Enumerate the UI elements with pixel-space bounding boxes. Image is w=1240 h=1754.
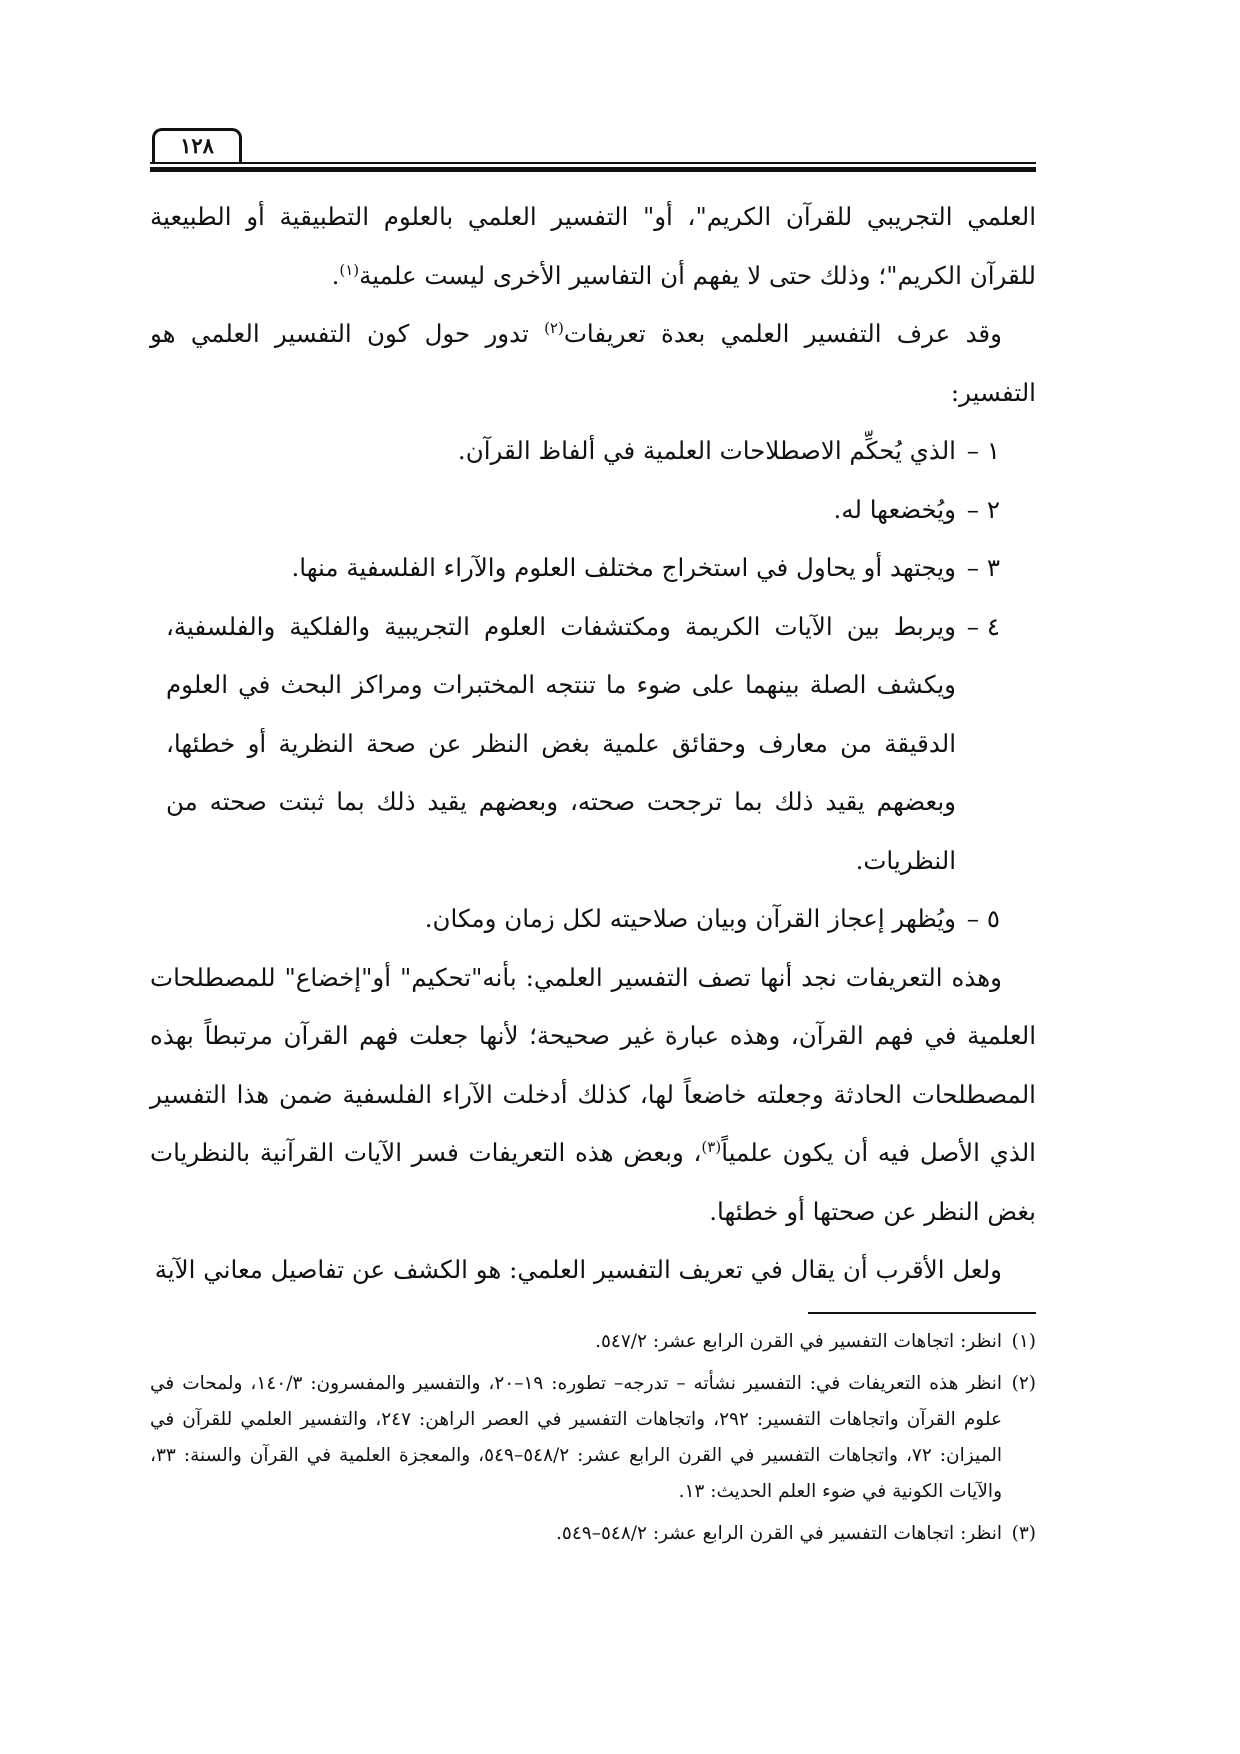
footnote	[150, 1366, 1036, 1510]
footnote-separator	[808, 1312, 1036, 1314]
page-header	[150, 128, 1036, 168]
paragraph-1	[150, 188, 1036, 305]
paragraph-1-text: العلمي التجريبي للقرآن الكريم"، أو" التفسير العلمي بالعلوم التطبيقية أو الطبيعية للقرآن الكريم"؛ وذلك حتى لا يفهم أن التفاسير الأخرى ليست علمية	[150, 202, 1036, 290]
list-item-text: ويُظهر إعجاز القرآن وبيان صلاحيته لكل زمان ومكان.	[424, 904, 956, 933]
footnote-text: انظر: اتجاهات التفسير في القرن الرابع عشر: ٥٤٧/٢.	[595, 1331, 1002, 1352]
paragraph-4-text: ولعل الأقرب أن يقال في تعريف التفسير العلمي: هو الكشف عن تفاصيل معاني الآية	[154, 1255, 1002, 1284]
footnote-number: (٣)	[1011, 1523, 1036, 1544]
list-item-number: ٤ –	[966, 611, 1000, 641]
list-item-number: ٣ –	[966, 553, 1000, 582]
paragraph-3	[150, 949, 1036, 1242]
paragraph-2-text-b: تدور حول كون التفسير العلمي هو التفسير:	[150, 319, 1036, 407]
list-item	[150, 598, 1036, 891]
list-item-text: الذي يُحكِّم الاصطلاحات العلمية في ألفاظ القرآن.	[457, 436, 956, 465]
list-item-text: ويربط بين الآيات الكريمة ومكتشفات العلوم التجريبية والفلكية والفلسفية، ويكشف الصلة بينهما على ضوء ما تنتجه المختبرات ومراكز البحث في العلوم الدقيقة من معارف وحقائق علمية بغض النظر عن صحة النظرية أو خطئها، وبعضهم يقيد ذلك بما ترجحت صحته، وبعضهم يقيد ذلك بما ثبتت صحته من النظريات.	[166, 611, 956, 875]
paragraph-2	[150, 305, 1036, 422]
list-item	[150, 539, 1036, 598]
footnote-ref-2: (٢)	[544, 319, 564, 337]
footnote-ref-3: (٣)	[701, 1138, 722, 1156]
page-number: ١٢٨	[152, 128, 242, 162]
paragraph-4	[150, 1241, 1036, 1300]
main-text	[150, 188, 1036, 1300]
paragraph-3-text-b: ، وبعض هذه التعريفات فسر الآيات القرآنية بالنظريات بغض النظر عن صحتها أو خطئها.	[150, 1138, 1036, 1226]
list-item-text: ويجتهد أو يحاول في استخراج مختلف العلوم والآراء الفلسفية منها.	[291, 553, 956, 582]
list-item	[150, 481, 1036, 540]
footnotes	[150, 1324, 1036, 1558]
header-rule-thin	[150, 162, 1036, 164]
footnote-text: انظر: اتجاهات التفسير في القرن الرابع عشر: ٥٤٨/٢–٥٤٩.	[556, 1523, 1002, 1544]
paragraph-1-end: .	[331, 260, 340, 290]
list-item-number: ١ –	[966, 436, 1000, 465]
list-item	[150, 890, 1036, 949]
footnote-number: (٢)	[1011, 1373, 1036, 1394]
footnote	[150, 1516, 1036, 1552]
list-item-text: ويُخضعها له.	[833, 494, 956, 524]
paragraph-2-text-a: وقد عرف التفسير العلمي بعدة تعريفات	[563, 319, 1002, 348]
paragraph-3-text-a: وهذه التعريفات نجد أنها تصف التفسير العلمي: بأنه"تحكيم" أو"إخضاع" للمصطلحات العلمية في فهم القرآن، وهذه عبارة غير صحيحة؛ لأنها جعلت فهم القرآن مرتبطاً بهذه المصطلحات الحادثة وجعلته خاضعاً لها، كذلك أدخلت الآراء الفلسفية ضمن هذا التفسير الذي الأصل فيه أن يكون علمياً	[150, 962, 1036, 1167]
footnote-ref-1: (١)	[339, 260, 360, 279]
footnote-number: (١)	[1011, 1331, 1036, 1352]
list-item-number: ٥ –	[966, 904, 1000, 933]
list-item	[150, 422, 1036, 481]
footnote-text: انظر هذه التعريفات في: التفسير نشأته – تدرجه– تطوره: ١٩–٢٠، والتفسير والمفسرون: ١٤٠/٣، ولمحات في علوم القرآن واتجاهات التفسير: ٢٩٢، واتجاهات التفسير في العصر الراهن: ٢٤٧، والتفسير العلمي للقرآن في الميزان: ٧٢، واتجاهات التفسير في القرن الرابع عشر: ٥٤٨/٢–٥٤٩، والمعجزة العلمية في القرآن والسنة: ٣٣، والآيات الكونية في ضوء العلم الحديث: ١٣.	[150, 1373, 1002, 1502]
header-rule-thick	[150, 167, 1036, 172]
footnote	[150, 1324, 1036, 1360]
list-item-number: ٢ –	[966, 494, 1000, 524]
